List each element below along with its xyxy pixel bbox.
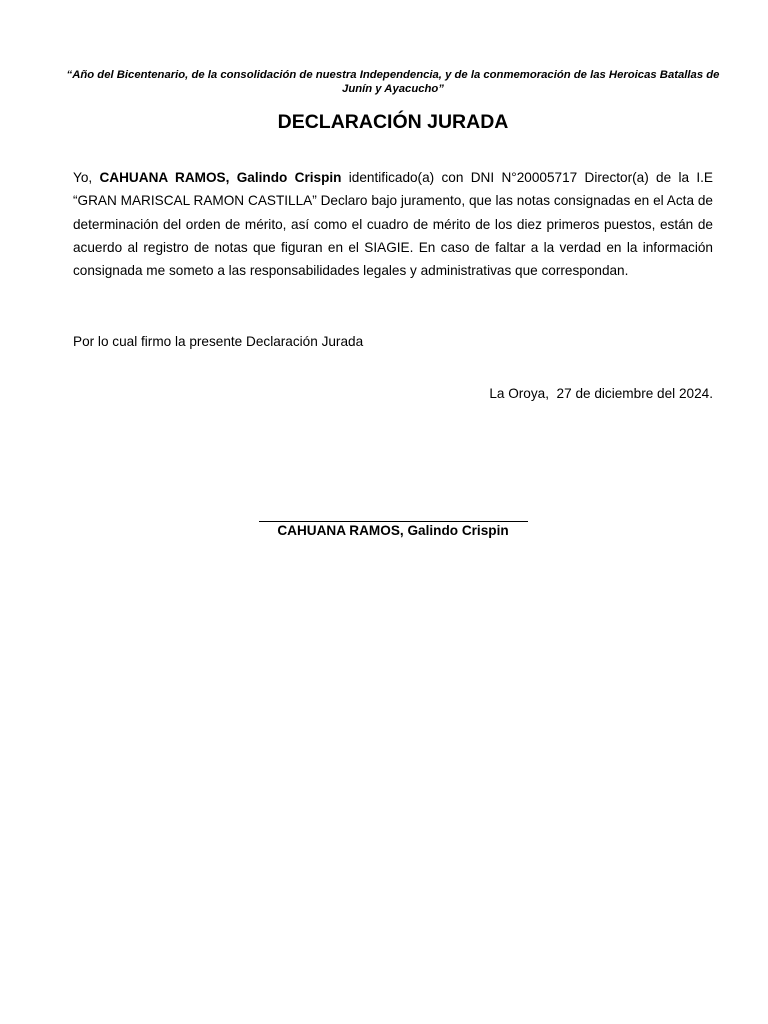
- place-date: La Oroya, 27 de diciembre del 2024.: [489, 386, 713, 401]
- body-prefix: Yo,: [73, 170, 100, 185]
- body-text: identificado(a) con DNI N°20005717 Director(a) de la I.E “GRAN MARISCAL RAMON CASTILLA” Declaro bajo juramento, que las notas consignadas en el Acta de determinación del orden de mérito, así como el cuadro de mérito de los diez primeros puestos, están de acuerdo al registro de notas que figuran en el SIAGIE. En caso de faltar a la verdad en la información consignada me someto a las responsabilidades legales y administrativas que correspondan.: [73, 170, 713, 279]
- motto-header: “Año del Bicentenario, de la consolidación de nuestra Independencia, y de la conmemoración de las Heroicas Batallas de Junín y Ayacucho”: [66, 69, 720, 95]
- declarant-name: CAHUANA RAMOS, Galindo Crispin: [99, 170, 342, 185]
- closing-statement: Por lo cual firmo la presente Declaración Jurada: [73, 334, 364, 349]
- declaration-paragraph: [73, 166, 713, 282]
- signatory-name: CAHUANA RAMOS, Galindo Crispin: [277, 523, 509, 538]
- document-title: DECLARACIÓN JURADA: [277, 111, 509, 133]
